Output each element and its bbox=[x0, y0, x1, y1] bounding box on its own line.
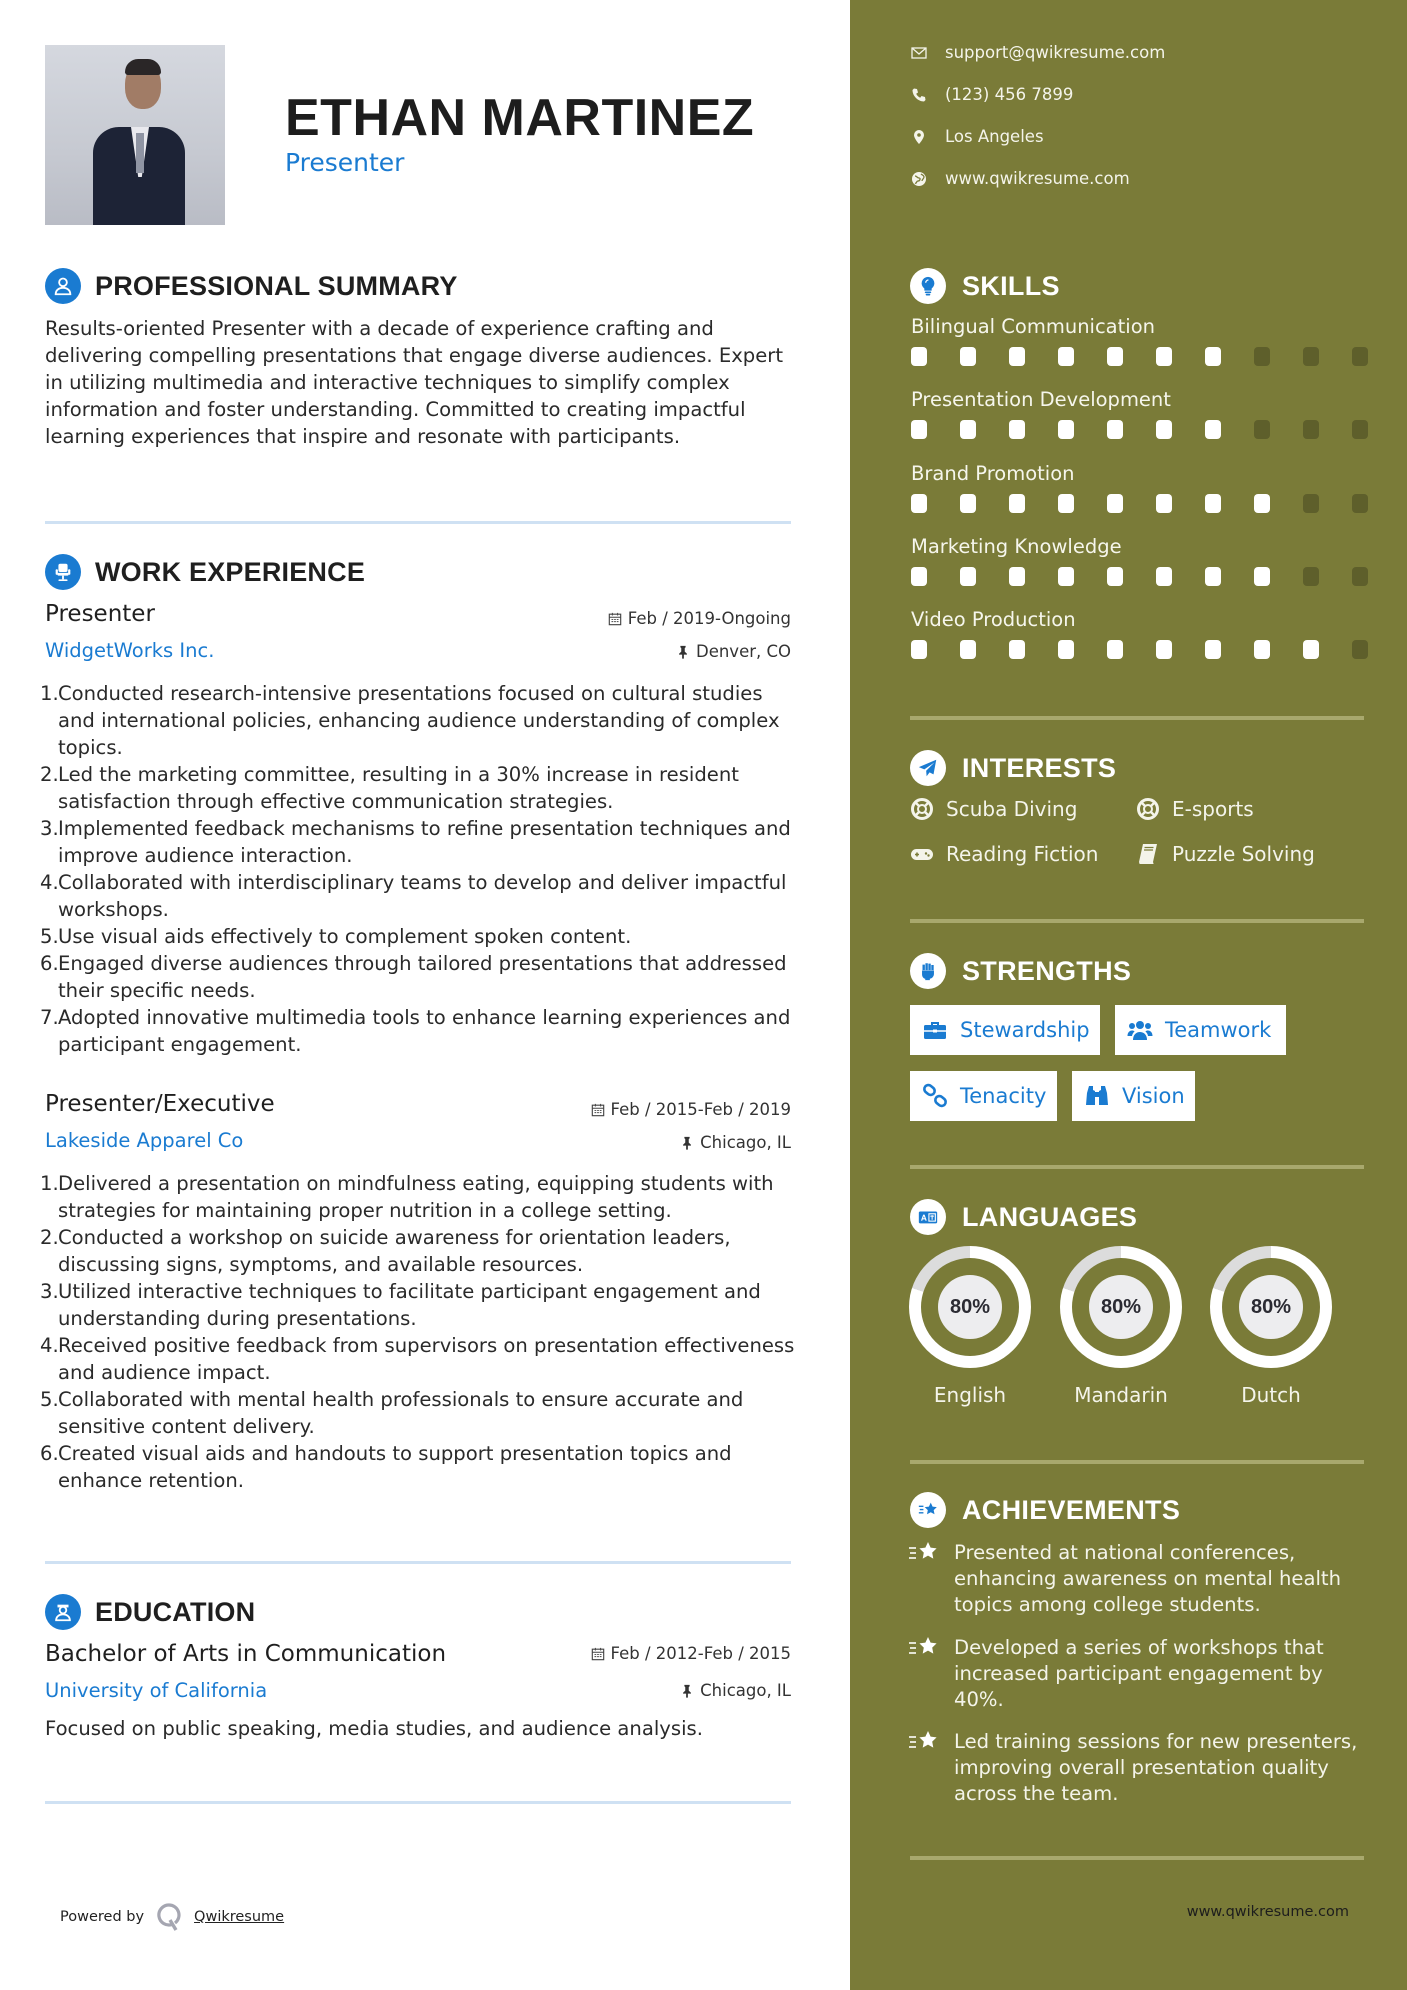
list-item: 6. Engaged diverse audiences through tailored presentations that addressed their specific needs. bbox=[40, 952, 787, 1002]
skill-dot-filled bbox=[911, 567, 927, 586]
skill-dot-filled bbox=[911, 494, 927, 513]
strength-chip: Tenacity bbox=[910, 1071, 1057, 1121]
globe-icon bbox=[911, 171, 927, 187]
list-item: 6. Created visual aids and handouts to support presentation topics and enhance retention. bbox=[40, 1442, 732, 1492]
link-icon bbox=[922, 1083, 948, 1109]
skill-dot-empty bbox=[1352, 347, 1368, 366]
skill-dot-filled bbox=[1156, 567, 1172, 586]
interest-item: Puzzle Solving bbox=[1136, 842, 1315, 866]
list-item: 4. Received positive feedback from supervisors on presentation effectiveness and audience impact. bbox=[40, 1334, 795, 1384]
education-dates: Feb / 2012-Feb / 2015 bbox=[591, 1644, 791, 1663]
achievement-item: Presented at national conferences, enhancing awareness on mental health topics among college students. bbox=[908, 1540, 1368, 1618]
contact-website[interactable]: www.qwikresume.com bbox=[911, 169, 1130, 188]
interest-item: E-sports bbox=[1136, 797, 1254, 821]
skill-item: Bilingual Communication bbox=[911, 315, 1371, 388]
shooting-star-icon bbox=[908, 1635, 940, 1663]
qwikresume-logo-icon bbox=[156, 1902, 182, 1932]
job-location: Chicago, IL bbox=[680, 1133, 791, 1152]
skill-dot-filled bbox=[1107, 347, 1123, 366]
map-pin-icon bbox=[911, 129, 927, 145]
skill-dot-filled bbox=[1156, 347, 1172, 366]
skill-dot-empty bbox=[1352, 640, 1368, 659]
pushpin-icon bbox=[676, 645, 690, 659]
skill-dot-filled bbox=[1205, 567, 1221, 586]
skill-dot-filled bbox=[960, 567, 976, 586]
book-icon bbox=[1136, 842, 1160, 866]
list-item: 7. Adopted innovative multimedia tools to enhance learning experiences and participant engagement. bbox=[40, 1006, 791, 1056]
skill-item: Video Production bbox=[911, 608, 1371, 681]
section-title: EDUCATION bbox=[95, 1596, 256, 1627]
job-title: Presenter/Executive bbox=[45, 1091, 275, 1117]
education-location: Chicago, IL bbox=[680, 1681, 791, 1700]
list-item: 2. Led the marketing committee, resulting in a 30% increase in resident satisfaction through effective communication strategies. bbox=[40, 763, 739, 813]
section-title: ACHIEVEMENTS bbox=[962, 1494, 1181, 1525]
skill-dot-filled bbox=[1205, 347, 1221, 366]
skill-dot-filled bbox=[1156, 640, 1172, 659]
language-percent: 80% bbox=[1239, 1275, 1303, 1339]
skill-rating bbox=[911, 347, 1371, 366]
education-description: Focused on public speaking, media studies, and audience analysis. bbox=[45, 1717, 703, 1740]
section-experience-header bbox=[45, 554, 365, 590]
skill-dot-filled bbox=[1156, 494, 1172, 513]
contact-location: Los Angeles bbox=[911, 127, 1044, 146]
strength-chip: Stewardship bbox=[910, 1005, 1100, 1055]
skills-list bbox=[911, 315, 1371, 681]
translate-icon bbox=[910, 1199, 946, 1235]
achievement-item: Led training sessions for new presenters, improving overall presentation quality across the team. bbox=[908, 1729, 1368, 1807]
lifebuoy-icon bbox=[910, 797, 934, 821]
chair-icon bbox=[45, 554, 81, 590]
section-title: PROFESSIONAL SUMMARY bbox=[95, 270, 458, 301]
skill-dot-filled bbox=[960, 494, 976, 513]
strength-chip: Vision bbox=[1072, 1071, 1195, 1121]
interest-item: Scuba Diving bbox=[910, 797, 1077, 821]
skill-dot-filled bbox=[1058, 420, 1074, 439]
section-languages-header bbox=[910, 1199, 1137, 1235]
degree-title: Bachelor of Arts in Communication bbox=[45, 1641, 447, 1667]
skill-dot-filled bbox=[911, 420, 927, 439]
job-dates: Feb / 2019-Ongoing bbox=[608, 609, 791, 628]
skill-dot-filled bbox=[1205, 420, 1221, 439]
skill-dot-filled bbox=[911, 347, 927, 366]
language-proficiency-ring bbox=[1060, 1246, 1182, 1368]
skill-dot-filled bbox=[1058, 567, 1074, 586]
section-title: STRENGTHS bbox=[962, 955, 1132, 986]
section-education-header bbox=[45, 1594, 255, 1630]
briefcase-icon bbox=[922, 1017, 948, 1043]
divider bbox=[45, 521, 791, 524]
gamepad-icon bbox=[910, 842, 934, 866]
divider bbox=[910, 1856, 1364, 1860]
language-item bbox=[909, 1246, 1031, 1407]
binoculars-icon bbox=[1084, 1083, 1110, 1109]
skill-dot-empty bbox=[1303, 494, 1319, 513]
section-title: LANGUAGES bbox=[962, 1201, 1138, 1232]
divider bbox=[910, 919, 1364, 923]
divider bbox=[910, 1460, 1364, 1464]
skill-dot-empty bbox=[1254, 347, 1270, 366]
contact-phone[interactable]: (123) 456 7899 bbox=[911, 85, 1073, 104]
skill-dot-filled bbox=[1254, 494, 1270, 513]
skill-dot-filled bbox=[1058, 494, 1074, 513]
phone-icon bbox=[911, 87, 927, 103]
list-item: 2. Conducted a workshop on suicide awareness for orientation leaders, discussing signs, symptoms, and available resources. bbox=[40, 1226, 731, 1276]
footer-powered-by: Powered by Qwikresume bbox=[60, 1902, 284, 1932]
list-item: 1. Delivered a presentation on mindfulness eating, equipping students with strategies for maintaining proper nutrition in a college setting. bbox=[40, 1172, 774, 1222]
list-item: 5. Collaborated with mental health professionals to ensure accurate and sensitive content delivery. bbox=[40, 1388, 744, 1438]
language-item bbox=[1210, 1246, 1332, 1407]
list-item: 1. Conducted research-intensive presentations focused on cultural studies and international policies, enhancing audience understanding of complex topics. bbox=[40, 682, 780, 759]
skill-dot-filled bbox=[1205, 640, 1221, 659]
skill-dot-filled bbox=[1058, 640, 1074, 659]
shooting-star-icon bbox=[910, 1492, 946, 1528]
skill-dot-filled bbox=[911, 640, 927, 659]
divider bbox=[910, 716, 1364, 720]
skill-dot-filled bbox=[1058, 347, 1074, 366]
skill-dot-empty bbox=[1352, 494, 1368, 513]
skill-dot-filled bbox=[1107, 567, 1123, 586]
school-name: University of California bbox=[45, 1679, 268, 1702]
language-name: Dutch bbox=[1241, 1383, 1301, 1407]
skill-dot-filled bbox=[1254, 640, 1270, 659]
achievement-item: Developed a series of workshops that increased participant engagement by 40%. bbox=[908, 1635, 1368, 1713]
list-item: 3. Implemented feedback mechanisms to refine presentation techniques and improve audience interaction. bbox=[40, 817, 791, 867]
lifebuoy-icon bbox=[1136, 797, 1160, 821]
skill-item: Presentation Development bbox=[911, 388, 1371, 462]
list-item: 3. Utilized interactive techniques to facilitate participant engagement and understanding during presentations. bbox=[40, 1280, 761, 1330]
section-skills-header bbox=[910, 268, 1060, 304]
section-title: INTERESTS bbox=[962, 752, 1117, 783]
user-icon bbox=[45, 268, 81, 304]
candidate-role: Presenter bbox=[285, 148, 405, 177]
job-title: Presenter bbox=[45, 601, 155, 627]
strength-chip: Teamwork bbox=[1115, 1005, 1286, 1055]
language-item bbox=[1060, 1246, 1182, 1407]
divider bbox=[45, 1561, 791, 1564]
skill-dot-filled bbox=[960, 420, 976, 439]
calendar-icon bbox=[591, 1103, 605, 1117]
list-item: 5. Use visual aids effectively to complement spoken content. bbox=[40, 925, 632, 948]
shooting-star-icon bbox=[908, 1729, 940, 1757]
users-icon bbox=[1127, 1017, 1153, 1043]
summary-text: Results-oriented Presenter with a decade of experience crafting and delivering compelling presentations that engage diverse audiences. Expert in utilizing multimedia and interactive techniques to simplify complex information and foster understanding. Committed to creating impactful learning experiences that inspire and resonate with participants. bbox=[45, 317, 784, 448]
skill-item: Brand Promotion bbox=[911, 462, 1371, 535]
calendar-icon bbox=[608, 612, 622, 626]
skill-dot-filled bbox=[1303, 640, 1319, 659]
envelope-icon bbox=[911, 45, 927, 61]
calendar-icon bbox=[591, 1647, 605, 1661]
company-name: Lakeside Apparel Co bbox=[45, 1129, 244, 1152]
divider bbox=[910, 1165, 1364, 1169]
interest-item: Reading Fiction bbox=[910, 842, 1098, 866]
skill-dot-empty bbox=[1352, 420, 1368, 439]
skill-rating bbox=[911, 640, 1371, 659]
skill-dot-filled bbox=[960, 347, 976, 366]
language-name: Mandarin bbox=[1074, 1383, 1168, 1407]
section-achievements-header bbox=[910, 1492, 1180, 1528]
skill-rating bbox=[911, 494, 1371, 513]
section-strengths-header bbox=[910, 953, 1131, 989]
skill-dot-filled bbox=[1009, 420, 1025, 439]
skill-dot-empty bbox=[1303, 567, 1319, 586]
skill-dot-filled bbox=[1107, 420, 1123, 439]
list-item: 4. Collaborated with interdisciplinary teams to develop and deliver impactful workshops. bbox=[40, 871, 787, 921]
skill-rating bbox=[911, 420, 1371, 439]
skill-dot-empty bbox=[1303, 420, 1319, 439]
skill-dot-filled bbox=[1254, 567, 1270, 586]
footer-website[interactable]: www.qwikresume.com bbox=[1186, 1904, 1349, 1920]
graduate-icon bbox=[45, 1594, 81, 1630]
section-interests-header bbox=[910, 750, 1116, 786]
skill-dot-empty bbox=[1303, 347, 1319, 366]
skill-dot-filled bbox=[1107, 494, 1123, 513]
section-summary-header bbox=[45, 268, 458, 304]
qwikresume-link[interactable]: Qwikresume bbox=[194, 1909, 285, 1925]
section-title: WORK EXPERIENCE bbox=[95, 556, 366, 587]
candidate-name: ETHAN MARTINEZ bbox=[285, 89, 755, 147]
section-title: SKILLS bbox=[962, 270, 1060, 301]
skill-dot-filled bbox=[1205, 494, 1221, 513]
language-percent: 80% bbox=[1089, 1275, 1153, 1339]
contact-email[interactable]: support@qwikresume.com bbox=[911, 43, 1165, 62]
skill-dot-filled bbox=[1009, 347, 1025, 366]
skill-dot-empty bbox=[1254, 420, 1270, 439]
job-bullets bbox=[40, 680, 800, 1058]
lightbulb-icon bbox=[910, 268, 946, 304]
language-proficiency-ring bbox=[1210, 1246, 1332, 1368]
profile-photo bbox=[45, 45, 225, 225]
skill-dot-filled bbox=[1009, 494, 1025, 513]
job-location: Denver, CO bbox=[676, 642, 791, 661]
pushpin-icon bbox=[680, 1684, 694, 1698]
pushpin-icon bbox=[680, 1136, 694, 1150]
skill-dot-empty bbox=[1352, 567, 1368, 586]
skill-dot-filled bbox=[1156, 420, 1172, 439]
skill-dot-filled bbox=[960, 640, 976, 659]
language-percent: 80% bbox=[938, 1275, 1002, 1339]
skill-dot-filled bbox=[1009, 567, 1025, 586]
skill-item: Marketing Knowledge bbox=[911, 535, 1371, 608]
paper-plane-icon bbox=[910, 750, 946, 786]
job-dates: Feb / 2015-Feb / 2019 bbox=[591, 1100, 791, 1119]
skill-dot-filled bbox=[1107, 640, 1123, 659]
language-proficiency-ring bbox=[909, 1246, 1031, 1368]
shooting-star-icon bbox=[908, 1540, 940, 1568]
skill-dot-filled bbox=[1009, 640, 1025, 659]
fist-icon bbox=[910, 953, 946, 989]
language-name: English bbox=[933, 1383, 1007, 1407]
job-bullets bbox=[40, 1170, 800, 1494]
company-name: WidgetWorks Inc. bbox=[45, 639, 215, 662]
skill-rating bbox=[911, 567, 1371, 586]
divider bbox=[45, 1801, 791, 1804]
